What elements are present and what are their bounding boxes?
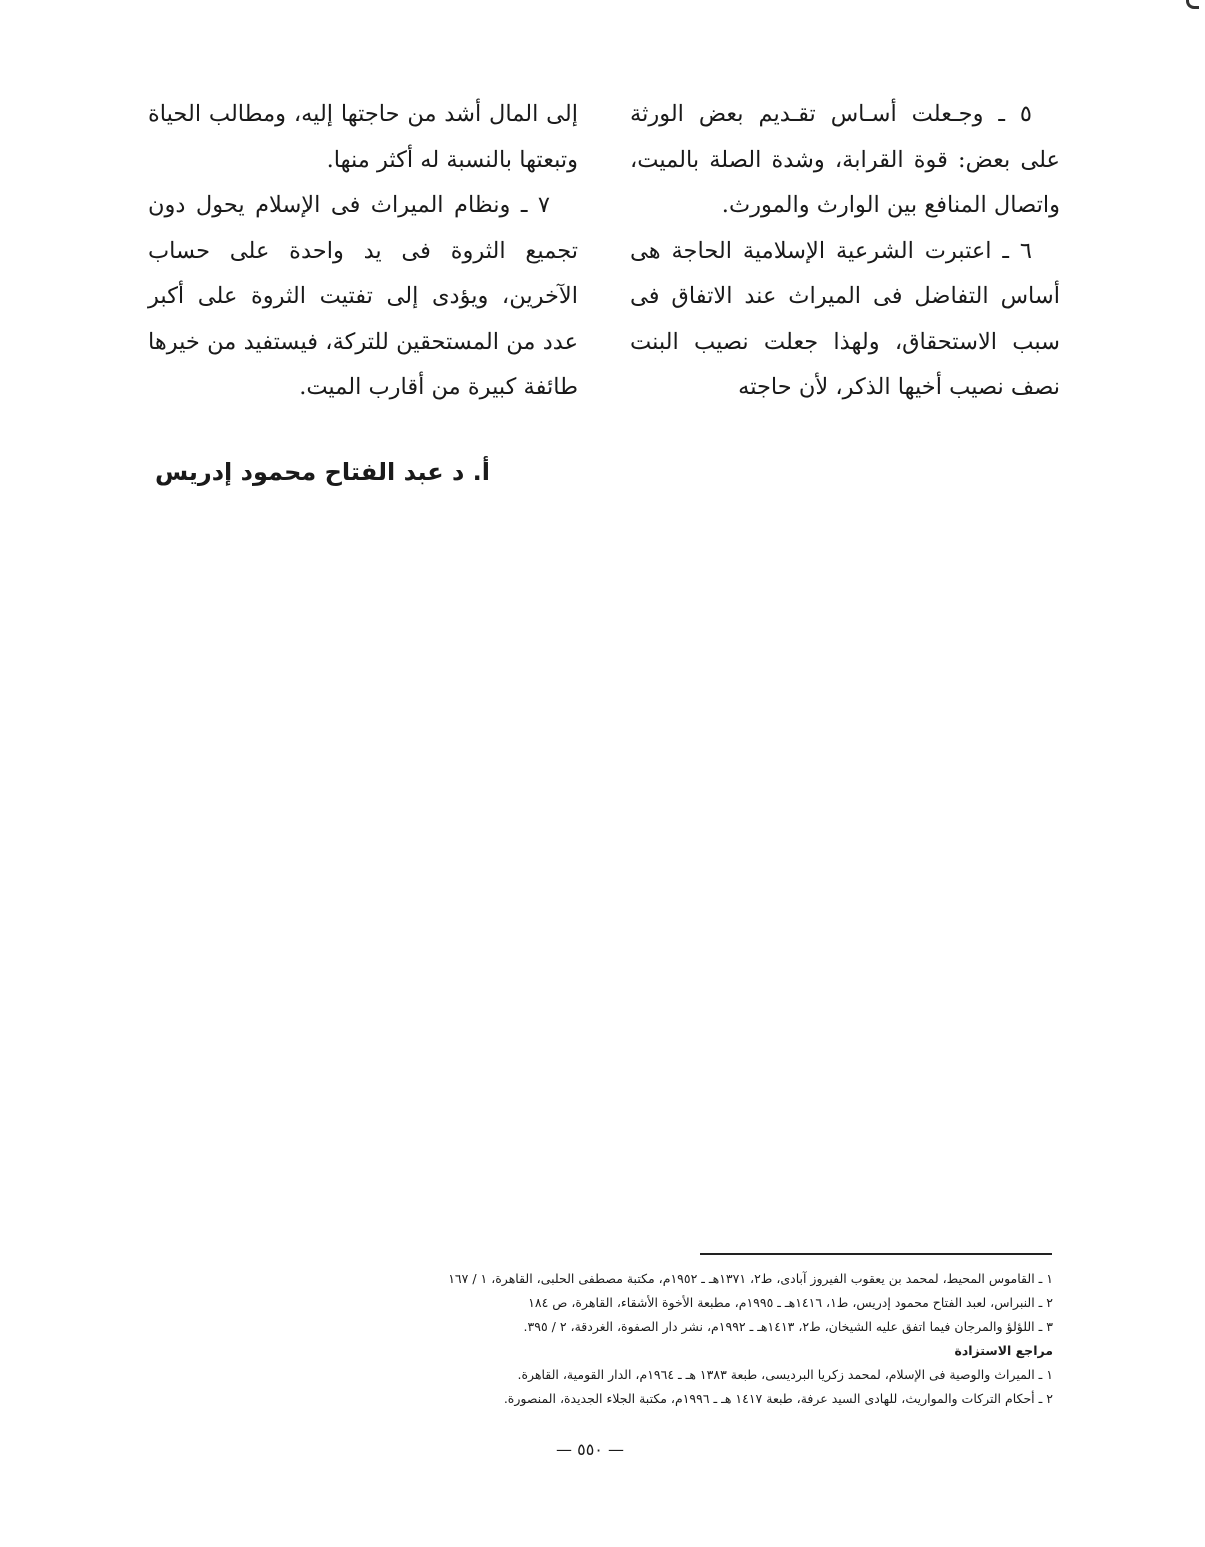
left-text-column [148, 92, 578, 411]
corner-mark [1186, 0, 1199, 9]
page-number: — ٥٥٠ — [556, 1440, 624, 1459]
paragraph-6: ٦ ـ اعتبرت الشرعية الإسلامية الحاجة هى أساس التفاضل فى الميراث عند الاتفاق فى سبب الاستحقاق، ولهذا جعلت نصيب البنت نصف نصيب أخيها الذكر، لأن حاجته [630, 237, 1060, 400]
further-reading-2: ٢ ـ أحكام التركات والمواريث، للهادى السيد عرفة، طبعة ١٤١٧ هـ ـ ١٩٩٦م، مكتبة الجلاء الجديدة، المنصورة. [503, 1391, 1053, 1406]
right-text-column [630, 92, 1060, 411]
author-signature: أ. د عبد الفتاح محمود إدريس [154, 458, 490, 486]
paragraph-7: ٧ ـ ونظام الميراث فى الإسلام يحول دون تجميع الثروة فى يد واحدة على حساب الآخرين، ويؤدى إلى تفتيت الثروة على أكبر عدد من المستحقين للتركة، فيستفيد من خيرها طائفة كبيرة من أقارب الميت. [148, 192, 578, 400]
footnote-2: ٢ ـ النبراس، لعبد الفتاح محمود إدريس، ط١، ١٤١٦هـ ـ ١٩٩٥م، مطبعة الأخوة الأشقاء، القاهرة، ص ١٨٤ [528, 1295, 1053, 1310]
paragraph-5: ٥ ـ وجـعلت أسـاس تقـديم بعض الورثة على بعض: قوة القرابة، وشدة الصلة بالميت، واتصال المنافع بين الوارث والمورث. [630, 101, 1060, 218]
paragraph-6-continued: إلى المال أشد من حاجتها إليه، ومطالب الحياة وتبعتها بالنسبة له أكثر منها. [148, 101, 578, 173]
footnotes [290, 1267, 1053, 1411]
footnote-separator [700, 1253, 1052, 1255]
further-reading-1: ١ ـ الميراث والوصية فى الإسلام، لمحمد زكريا البرديسى، طبعة ١٣٨٣ هـ ـ ١٩٦٤م، الدار القومية، القاهرة. [517, 1367, 1053, 1382]
further-reading-heading: مراجع الاستزادة [954, 1343, 1053, 1358]
footnote-1: ١ ـ القاموس المحيط، لمحمد بن يعقوب الفيروز آبادى، ط٢، ١٣٧١هـ ـ ١٩٥٢م، مكتبة مصطفى الحلبى، القاهرة، ١ / ١٦٧ [448, 1271, 1053, 1286]
footnote-3: ٣ ـ اللؤلؤ والمرجان فيما اتفق عليه الشيخان، ط٢، ١٤١٣هـ ـ ١٩٩٢م، نشر دار الصفوة، الغردقة، ٢ / ٣٩٥. [523, 1319, 1053, 1334]
